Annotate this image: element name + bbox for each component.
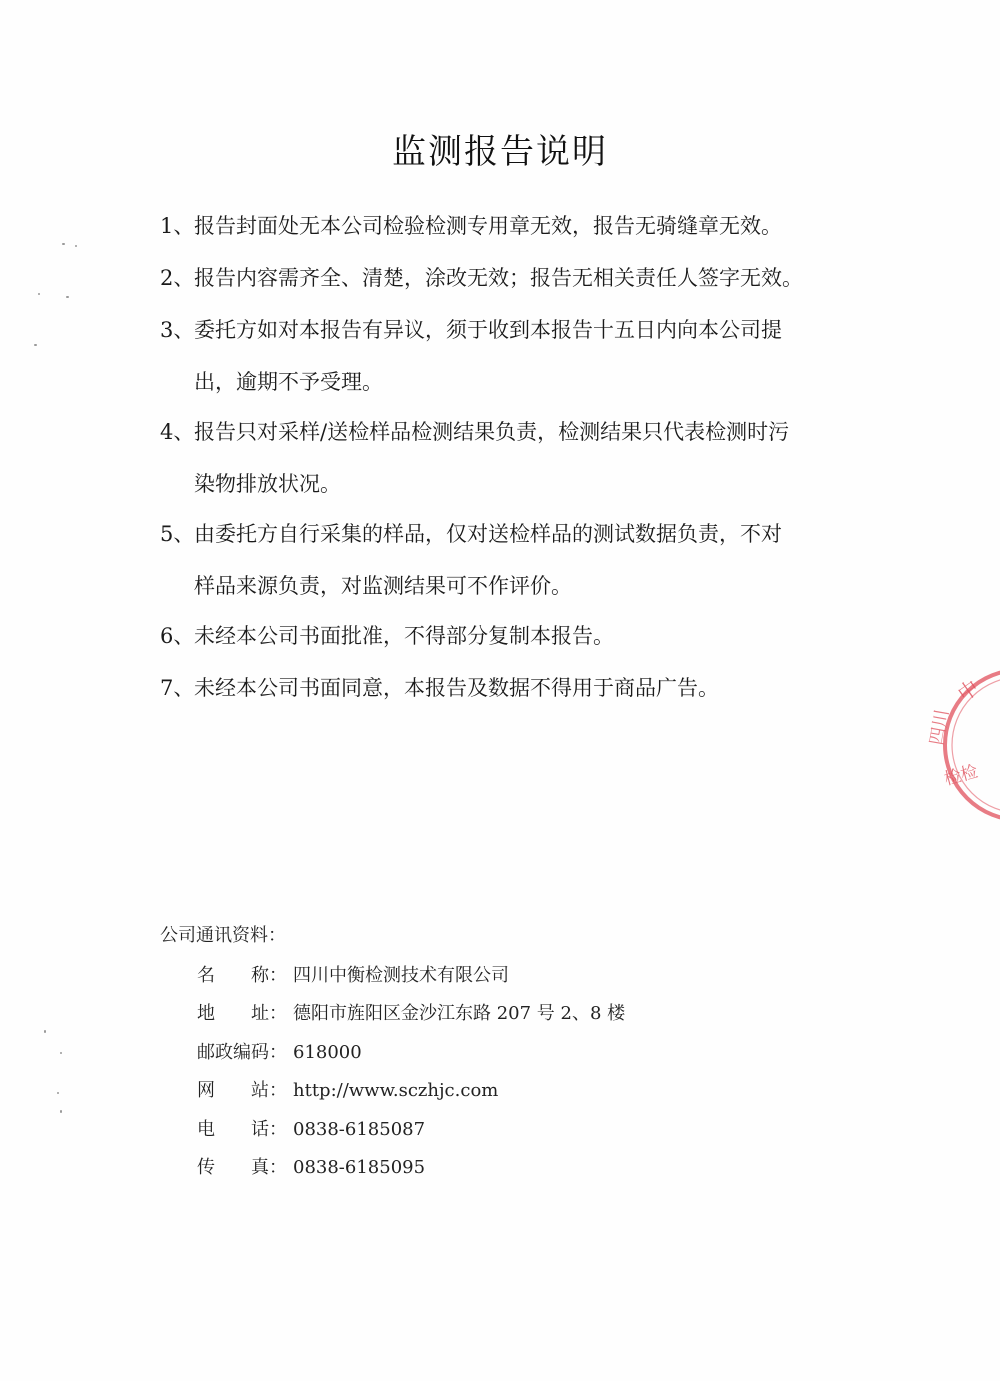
seal-text-bottom: 检检 <box>942 761 981 790</box>
item-text: 未经本公司书面同意，本报告及数据不得用于商品广告。 <box>194 676 719 700</box>
scan-speck <box>57 1092 59 1094</box>
contact-label: 电 话： <box>197 1119 287 1140</box>
contact-value: 618000 <box>293 1042 362 1063</box>
item-text-continued: 染物排放状况。 <box>194 472 341 496</box>
contact-row-postcode <box>197 1038 362 1064</box>
item-number: 1、 <box>160 214 195 238</box>
list-item <box>160 200 850 252</box>
contact-value: 0838-6185087 <box>293 1119 426 1140</box>
item-text: 报告内容需齐全、清楚，涂改无效；报告无相关责任人签字无效。 <box>194 266 803 290</box>
item-text: 委托方如对本报告有异议，须于收到本报告十五日内向本公司提 <box>194 318 782 342</box>
item-number: 6、 <box>160 624 195 648</box>
company-seal-stamp <box>920 650 1000 840</box>
item-number: 5、 <box>160 522 195 546</box>
list-item <box>160 304 850 408</box>
contact-row-phone <box>197 1115 425 1141</box>
contact-label: 传 真： <box>197 1157 287 1178</box>
item-text: 未经本公司书面批准，不得部分复制本报告。 <box>194 624 614 648</box>
item-number: 3、 <box>160 318 195 342</box>
list-item <box>160 406 850 510</box>
scan-speck <box>66 296 69 298</box>
scan-speck <box>60 1052 62 1054</box>
item-text: 报告封面处无本公司检验检测专用章无效，报告无骑缝章无效。 <box>194 214 782 238</box>
contact-value: 0838-6185095 <box>293 1157 426 1178</box>
scan-speck <box>44 1030 46 1033</box>
contact-label: 地 址： <box>197 1003 287 1024</box>
item-number: 2、 <box>160 266 195 290</box>
item-text-continued: 出，逾期不予受理。 <box>194 370 383 394</box>
seal-text-side: 四川 <box>926 707 954 747</box>
contact-value: 德阳市旌阳区金沙江东路 207 号 2、8 楼 <box>293 1003 626 1024</box>
page-title: 监测报告说明 <box>392 132 608 172</box>
scan-speck <box>38 293 40 295</box>
contact-value: http://www.sczhjc.com <box>293 1080 499 1101</box>
seal-text-top: 中 <box>953 674 984 707</box>
contact-row-name <box>197 961 509 987</box>
list-item <box>160 662 850 714</box>
item-number: 7、 <box>160 676 195 700</box>
contact-label: 邮政编码： <box>197 1042 287 1063</box>
item-text: 由委托方自行采集的样品，仅对送检样品的测试数据负责，不对 <box>194 522 782 546</box>
item-number: 4、 <box>160 420 195 444</box>
contact-label: 名 称： <box>197 965 287 986</box>
item-text: 报告只对采样/送检样品检测结果负责，检测结果只代表检测时污 <box>194 420 790 444</box>
scan-speck <box>75 245 77 247</box>
contact-label: 网 站： <box>197 1080 287 1101</box>
scan-speck <box>34 344 37 346</box>
scan-speck <box>60 1110 62 1113</box>
contact-row-website <box>197 1076 498 1102</box>
list-item <box>160 610 850 662</box>
contact-row-address <box>197 999 625 1025</box>
item-text-continued: 样品来源负责，对监测结果可不作评价。 <box>194 574 572 598</box>
list-item <box>160 508 850 612</box>
contact-value: 四川中衡检测技术有限公司 <box>293 965 509 986</box>
contact-row-fax <box>197 1153 425 1179</box>
list-item <box>160 252 850 304</box>
contact-heading: 公司通讯资料： <box>160 925 286 946</box>
scan-speck <box>62 243 65 245</box>
